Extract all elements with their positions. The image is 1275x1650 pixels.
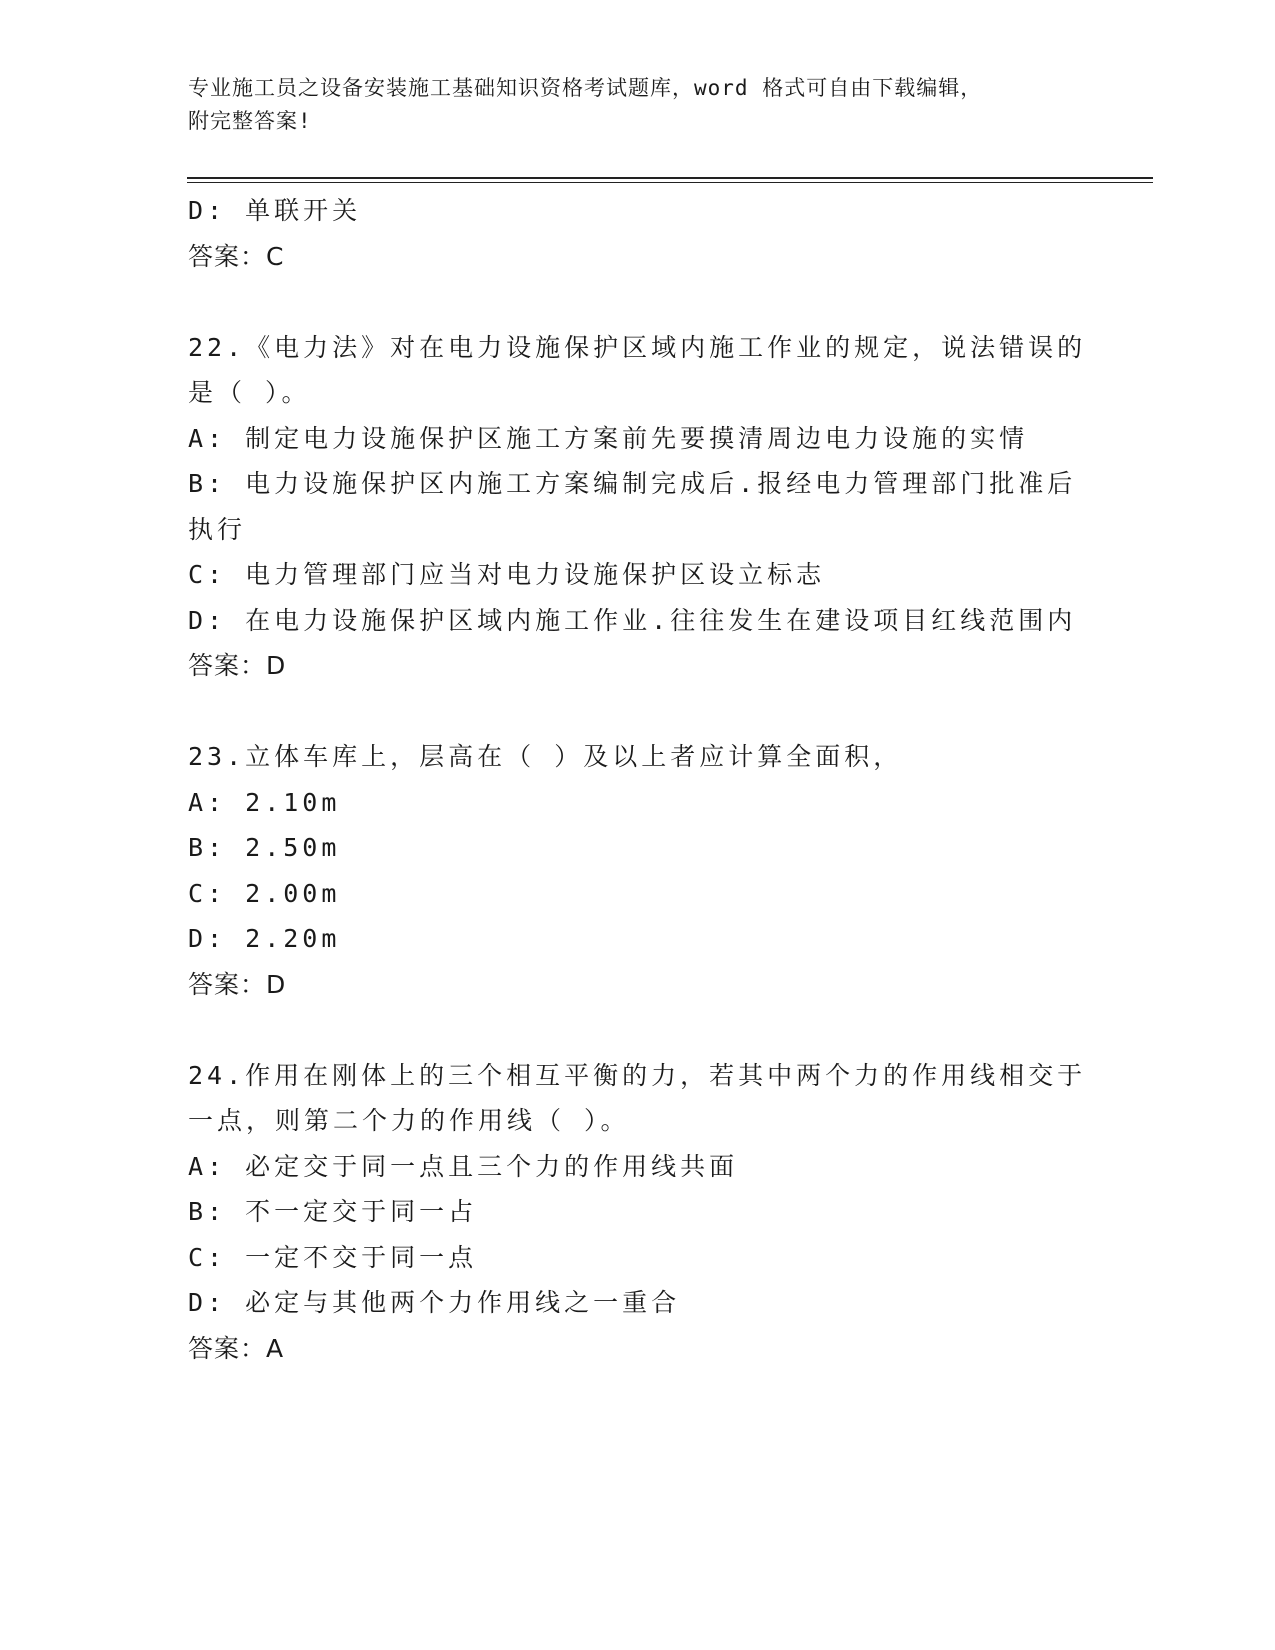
answer-line: 答案：D xyxy=(188,969,287,999)
question-stem: 23.立体车库上，层高在（ ）及以上者应计算全面积， xyxy=(188,742,903,771)
spacer xyxy=(188,689,1088,735)
option-b: B: 电力设施保护区内施工方案编制完成后.报经电力管理部门批准后 xyxy=(188,469,1077,498)
document-header xyxy=(188,72,1088,138)
option-c: C: 2.00m xyxy=(188,878,341,908)
header-intro-line-2: 附完整答案! xyxy=(188,109,312,133)
option-d: D: 2.20m xyxy=(188,924,341,953)
option-c: C: 一定不交于同一点 xyxy=(188,1242,478,1272)
spacer xyxy=(188,279,1088,325)
option-b-continued: 执行 xyxy=(188,514,247,544)
question-block-23 xyxy=(188,734,1088,1007)
option-c: C: 电力管理部门应当对电力设施保护区设立标志 xyxy=(188,560,826,589)
answer-line: 答案：D xyxy=(188,651,287,680)
question-list xyxy=(188,188,1088,1371)
question-stem-continued: 是（ ）。 xyxy=(188,378,311,407)
question-stem: 24.作用在刚体上的三个相互平衡的力，若其中两个力的作用线相交于 xyxy=(188,1060,1087,1090)
spacer xyxy=(188,1007,1088,1053)
header-divider xyxy=(187,177,1153,183)
question-stem: 22.《电力法》对在电力设施保护区域内施工作业的规定，说法错误的 xyxy=(188,332,1087,362)
option-d: D: 单联开关 xyxy=(188,196,362,225)
option-b: B: 2.50m xyxy=(188,833,341,862)
answer-line: 答案：A xyxy=(188,1333,285,1363)
option-a: A: 必定交于同一点且三个力的作用线共面 xyxy=(188,1151,739,1181)
option-d: D: 必定与其他两个力作用线之一重合 xyxy=(188,1288,681,1317)
header-intro-line-1: 专业施工员之设备安装施工基础知识资格考试题库，word 格式可自由下载编辑， xyxy=(188,76,983,100)
option-a: A: 2.10m xyxy=(188,787,341,817)
option-a: A: 制定电力设施保护区施工方案前先要摸清周边电力设施的实情 xyxy=(188,423,1029,453)
option-b: B: 不一定交于同一占 xyxy=(188,1197,478,1226)
question-block-22 xyxy=(188,325,1088,689)
question-stem-continued: 一点，则第二个力的作用线（ ）。 xyxy=(188,1106,630,1135)
question-block-24 xyxy=(188,1053,1088,1372)
option-d: D: 在电力设施保护区域内施工作业.往往发生在建设项目红线范围内 xyxy=(188,605,1077,635)
answer-line: 答案：C xyxy=(188,241,285,271)
question-block-21 xyxy=(188,188,1088,279)
